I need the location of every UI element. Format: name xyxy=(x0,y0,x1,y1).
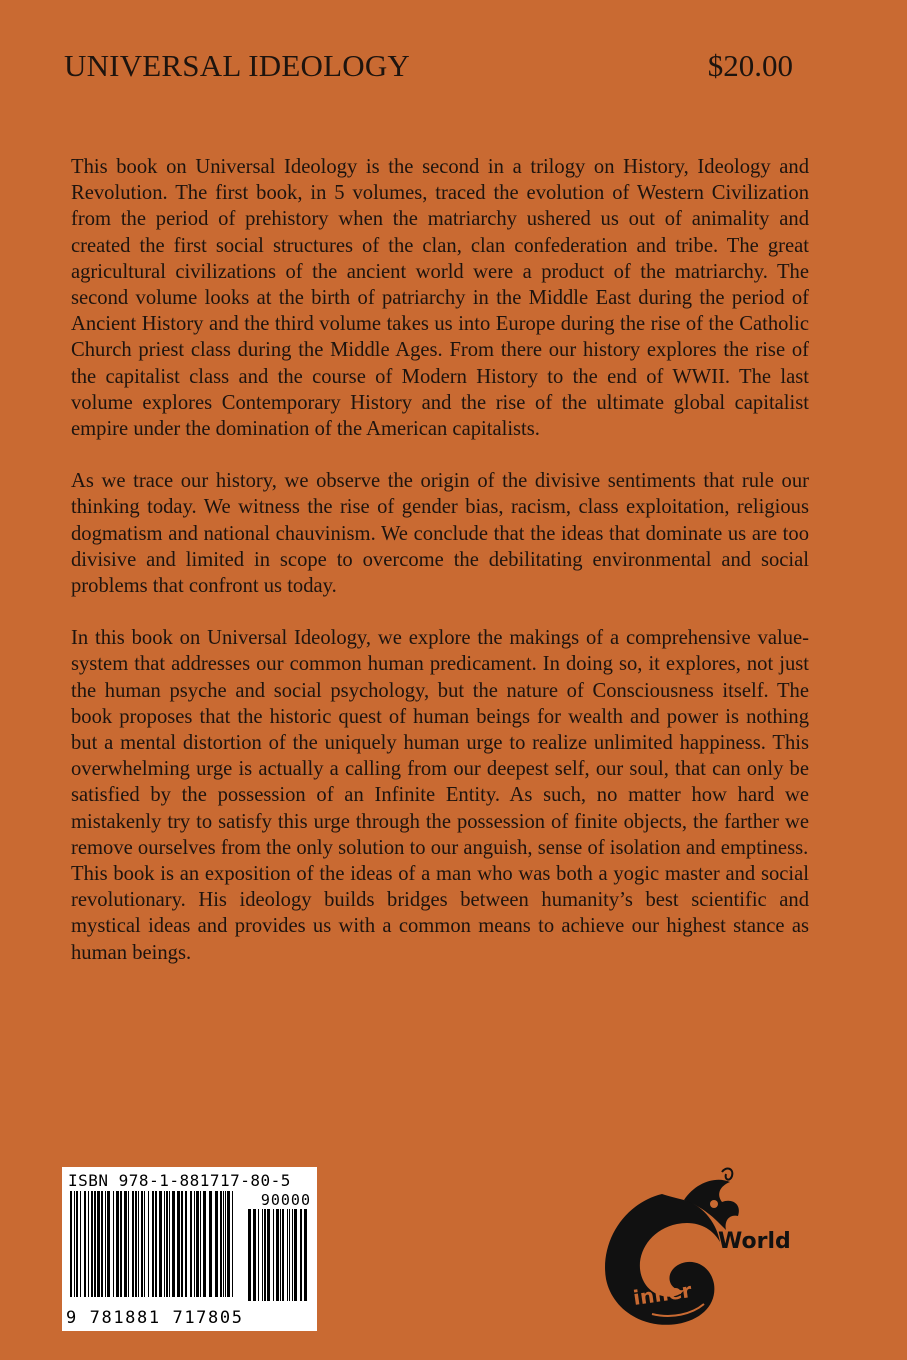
barcode-digits: 9 781881 717805 xyxy=(66,1308,244,1328)
blurb-paragraph: This book on Universal Ideology is the second in a trilogy on History, Ideology and Revolution. The first book, in 5 volumes, traced the evolution of Western Civilization from the period of prehistory when the matriarchy ushered us out of animality and created the first social structures of the clan, clan confederation and tribe. The great agricultural civilizations of the ancient world were a product of the matriarchy. The second volume looks at the birth of patriarchy in the Middle East during the period of Ancient History and the third volume takes us into Europe during the rise of the Catholic Church priest class during the Middle Ages. From there our history explores the rise of the capitalist class and the course of Modern History to the end of WWII. The last volume explores Contemporary History and the rise of the ultimate global capitalist empire under the domination of the American capitalists. xyxy=(71,156,809,441)
barcode-bar xyxy=(267,1209,270,1301)
barcode-bar xyxy=(185,1191,187,1297)
price-addon-digits: 90000 xyxy=(260,1191,311,1209)
barcode-bar xyxy=(155,1191,157,1297)
barcode-bar xyxy=(172,1191,175,1297)
price: $20.00 xyxy=(707,48,793,83)
barcode-bar xyxy=(70,1191,72,1297)
barcode-bar xyxy=(209,1191,212,1297)
blurb-paragraph: This book is an exposition of the ideas of a man who was both a yogic master and social revolutionary. His ideology builds bridges between humanity’s best scientific and mystical ideas and provides us with a common means to achieve our highest stance as human beings. xyxy=(71,863,809,964)
barcode-bar xyxy=(258,1209,259,1301)
book-title: UNIVERSAL IDEOLOGY xyxy=(64,48,410,83)
barcode-bar xyxy=(141,1191,143,1297)
barcode-bar xyxy=(120,1191,122,1297)
barcode-bar xyxy=(273,1209,274,1301)
barcode-bar xyxy=(159,1191,162,1297)
blurb-paragraph: In this book on Universal Ideology, we explore the makings of a comprehensive value-system that addresses our common human predicament. In doing so, it explores, not just the human psyche and social psychology, but the nature of Consciousness itself. The book proposes that the historic quest of human beings for wealth and power is nothing but a mental distortion of the uniquely human urge to realize unlimited happiness. This overwhelming urge is actually a calling from our deepest self, our soul, that can only be satisfied by the possession of an Infinite Entity. As such, no matter how hard we mistakenly try to satisfy this urge through the possession of finite objects, the farther we remove ourselves from the only solution to our anguish, sense of isolation and emptiness. xyxy=(71,627,809,859)
barcode-bar xyxy=(105,1191,106,1297)
barcode-bar xyxy=(164,1191,165,1297)
barcode-bar xyxy=(74,1191,75,1297)
blurb-paragraph: As we trace our history, we observe the origin of the divisive sentiments that rule our thinking today. We witness the rise of gender bias, racism, class exploitation, religious dogmatism and national chauvinism. We conclude that the ideas that dominate us are too divisive and limited in scope to overcome the debilitating environmental and social problems that confront us today. xyxy=(71,470,809,598)
barcode-bar xyxy=(166,1191,168,1297)
barcode-bar xyxy=(138,1191,139,1297)
barcode-bar xyxy=(152,1191,154,1297)
barcode-bar xyxy=(76,1191,78,1297)
barcode-bar xyxy=(169,1191,170,1297)
barcode-bar xyxy=(194,1191,195,1297)
barcode-bar xyxy=(300,1209,302,1301)
barcode-bar xyxy=(203,1191,206,1297)
barcode-bar xyxy=(124,1191,127,1297)
barcode-bar xyxy=(232,1191,233,1297)
barcode-bar xyxy=(101,1191,103,1297)
addon-barcode-bars xyxy=(246,1209,310,1303)
barcode-bar xyxy=(128,1191,129,1297)
barcode-bar xyxy=(84,1191,86,1297)
barcode-bar xyxy=(264,1209,266,1301)
barcode-bar xyxy=(144,1191,145,1297)
barcode-bar xyxy=(253,1209,256,1301)
barcode-bar xyxy=(88,1191,89,1297)
barcode-bar xyxy=(227,1191,230,1297)
barcode-bar xyxy=(223,1191,224,1297)
barcode-bar xyxy=(292,1209,293,1301)
barcode-bar xyxy=(294,1209,297,1301)
barcode-bar xyxy=(94,1191,96,1297)
barcode-bar xyxy=(148,1191,149,1297)
barcode-bars xyxy=(68,1191,240,1303)
barcode-bar xyxy=(80,1191,81,1297)
barcode-bar xyxy=(190,1191,192,1297)
isbn-barcode xyxy=(62,1167,317,1331)
barcode-bar xyxy=(248,1209,251,1301)
barcode-bar xyxy=(107,1191,110,1297)
barcode-bar xyxy=(200,1191,201,1297)
logo-world-text: World xyxy=(718,1229,791,1254)
barcode-bar xyxy=(215,1191,218,1297)
isbn-label: ISBN 978-1-881717-80-5 xyxy=(68,1171,291,1190)
barcode-bar xyxy=(113,1191,114,1297)
barcode-bar xyxy=(282,1209,284,1301)
barcode-bar xyxy=(280,1209,281,1301)
barcode-bar xyxy=(181,1191,183,1297)
barcode-bar xyxy=(91,1191,93,1297)
barcode-bar xyxy=(97,1191,100,1297)
logo-inner-text: inner xyxy=(631,1278,694,1310)
barcode-bar xyxy=(287,1209,288,1301)
barcode-bar xyxy=(220,1191,222,1297)
barcode-bar xyxy=(262,1209,263,1301)
barcode-bar xyxy=(196,1191,199,1297)
barcode-bar xyxy=(116,1191,119,1297)
barcode-bar xyxy=(225,1191,226,1297)
barcode-bar xyxy=(304,1209,307,1301)
barcode-bar xyxy=(177,1191,180,1297)
barcode-bar xyxy=(289,1209,290,1301)
barcode-bar xyxy=(276,1209,279,1301)
barcode-bar xyxy=(135,1191,137,1297)
back-cover-blurb xyxy=(71,154,809,966)
barcode-bar xyxy=(132,1191,134,1297)
